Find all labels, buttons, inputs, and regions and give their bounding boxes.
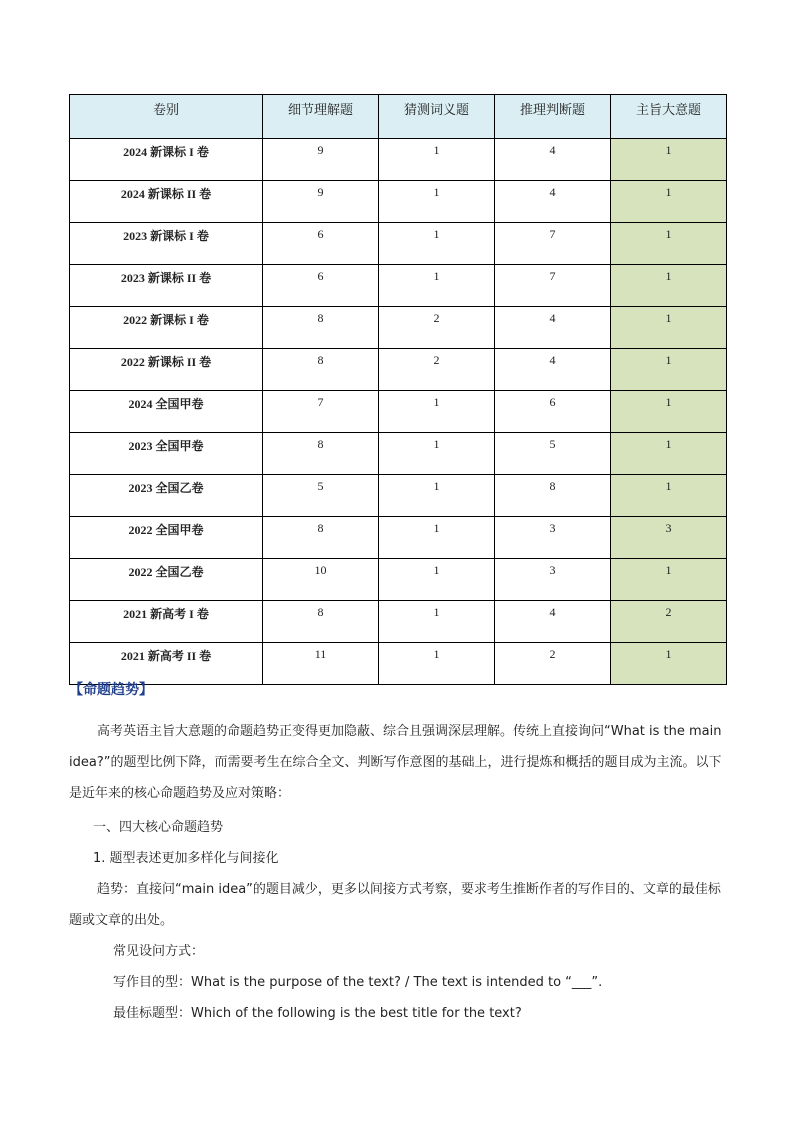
heading-trend-1: 1. 题型表述更加多样化与间接化 bbox=[93, 851, 279, 866]
heading-core-trends: 一、四大核心命题趋势 bbox=[93, 820, 224, 835]
main-idea-count-cell: 1 bbox=[611, 475, 727, 517]
count-cell: 1 bbox=[379, 181, 495, 223]
count-cell: 8 bbox=[263, 517, 379, 559]
count-cell: 8 bbox=[263, 433, 379, 475]
main-idea-count-cell: 1 bbox=[611, 181, 727, 223]
table-row bbox=[70, 223, 727, 265]
table-row bbox=[70, 349, 727, 391]
count-cell: 6 bbox=[263, 223, 379, 265]
count-cell: 4 bbox=[495, 307, 611, 349]
count-cell: 1 bbox=[379, 559, 495, 601]
column-header: 猜测词义题 bbox=[379, 95, 495, 139]
main-idea-count-cell: 1 bbox=[611, 139, 727, 181]
count-cell: 7 bbox=[263, 391, 379, 433]
count-cell: 1 bbox=[379, 139, 495, 181]
count-cell: 2 bbox=[379, 307, 495, 349]
main-idea-count-cell: 1 bbox=[611, 307, 727, 349]
trend-paragraph: 趋势：直接问“main idea”的题目减少，更多以间接方式考察，要求考生推断作者的写作目的、文章的最佳标题或文章的出处。 bbox=[69, 882, 721, 928]
table-row bbox=[70, 433, 727, 475]
paper-name-cell: 2023 新课标 II 卷 bbox=[70, 265, 263, 307]
main-idea-count-cell: 1 bbox=[611, 391, 727, 433]
main-idea-count-cell: 1 bbox=[611, 265, 727, 307]
count-cell: 11 bbox=[263, 643, 379, 685]
main-idea-count-cell: 3 bbox=[611, 517, 727, 559]
paper-name-cell: 2022 全国甲卷 bbox=[70, 517, 263, 559]
count-cell: 10 bbox=[263, 559, 379, 601]
count-cell: 9 bbox=[263, 181, 379, 223]
table-row bbox=[70, 601, 727, 643]
count-cell: 9 bbox=[263, 139, 379, 181]
count-cell: 3 bbox=[495, 517, 611, 559]
count-cell: 4 bbox=[495, 181, 611, 223]
paper-name-cell: 2021 新高考 I 卷 bbox=[70, 601, 263, 643]
count-cell: 1 bbox=[379, 265, 495, 307]
table-row bbox=[70, 391, 727, 433]
count-cell: 5 bbox=[495, 433, 611, 475]
main-idea-count-cell: 1 bbox=[611, 643, 727, 685]
count-cell: 3 bbox=[495, 559, 611, 601]
count-cell: 1 bbox=[379, 223, 495, 265]
table-row bbox=[70, 139, 727, 181]
table-row bbox=[70, 643, 727, 685]
paper-name-cell: 2024 新课标 I 卷 bbox=[70, 139, 263, 181]
count-cell: 8 bbox=[263, 601, 379, 643]
main-idea-count-cell: 1 bbox=[611, 223, 727, 265]
main-idea-count-cell: 1 bbox=[611, 433, 727, 475]
table-header-row bbox=[70, 95, 727, 139]
table-row bbox=[70, 517, 727, 559]
count-cell: 6 bbox=[263, 265, 379, 307]
table-row bbox=[70, 265, 727, 307]
question-type-table bbox=[69, 94, 727, 685]
column-header: 细节理解题 bbox=[263, 95, 379, 139]
count-cell: 8 bbox=[263, 349, 379, 391]
count-cell: 1 bbox=[379, 391, 495, 433]
paper-name-cell: 2022 全国乙卷 bbox=[70, 559, 263, 601]
table-row bbox=[70, 181, 727, 223]
count-cell: 1 bbox=[379, 601, 495, 643]
column-header: 主旨大意题 bbox=[611, 95, 727, 139]
column-header: 卷别 bbox=[70, 95, 263, 139]
table-row bbox=[70, 559, 727, 601]
paper-name-cell: 2024 全国甲卷 bbox=[70, 391, 263, 433]
count-cell: 1 bbox=[379, 643, 495, 685]
count-cell: 5 bbox=[263, 475, 379, 517]
paper-name-cell: 2023 全国甲卷 bbox=[70, 433, 263, 475]
count-cell: 4 bbox=[495, 601, 611, 643]
paper-name-cell: 2022 新课标 I 卷 bbox=[70, 307, 263, 349]
section-heading: 【命题趋势】 bbox=[69, 682, 153, 698]
table-row bbox=[70, 475, 727, 517]
count-cell: 6 bbox=[495, 391, 611, 433]
paper-name-cell: 2022 新课标 II 卷 bbox=[70, 349, 263, 391]
count-cell: 7 bbox=[495, 223, 611, 265]
title-type-line: 最佳标题型：Which of the following is the best title for the text? bbox=[113, 1006, 522, 1021]
purpose-type-line: 写作目的型：What is the purpose of the text? / The text is intended to “___”. bbox=[113, 975, 603, 990]
count-cell: 2 bbox=[379, 349, 495, 391]
main-idea-count-cell: 1 bbox=[611, 349, 727, 391]
intro-paragraph: 高考英语主旨大意题的命题趋势正变得更加隐蔽、综合且强调深层理解。传统上直接询问“What is the main idea?”的题型比例下降，而需要考生在综合全文、判断写作意图的基础上，进行提炼和概括的题目成为主流。以下是近年来的核心命题趋势及应对策略： bbox=[69, 724, 722, 801]
paper-name-cell: 2023 新课标 I 卷 bbox=[70, 223, 263, 265]
main-idea-count-cell: 1 bbox=[611, 559, 727, 601]
count-cell: 2 bbox=[495, 643, 611, 685]
paper-name-cell: 2023 全国乙卷 bbox=[70, 475, 263, 517]
count-cell: 1 bbox=[379, 517, 495, 559]
table-row bbox=[70, 307, 727, 349]
count-cell: 7 bbox=[495, 265, 611, 307]
count-cell: 4 bbox=[495, 349, 611, 391]
count-cell: 8 bbox=[495, 475, 611, 517]
count-cell: 4 bbox=[495, 139, 611, 181]
count-cell: 1 bbox=[379, 475, 495, 517]
count-cell: 1 bbox=[379, 433, 495, 475]
common-forms-label: 常见设问方式： bbox=[113, 944, 205, 959]
count-cell: 8 bbox=[263, 307, 379, 349]
paper-name-cell: 2021 新高考 II 卷 bbox=[70, 643, 263, 685]
main-idea-count-cell: 2 bbox=[611, 601, 727, 643]
column-header: 推理判断题 bbox=[495, 95, 611, 139]
paper-name-cell: 2024 新课标 II 卷 bbox=[70, 181, 263, 223]
